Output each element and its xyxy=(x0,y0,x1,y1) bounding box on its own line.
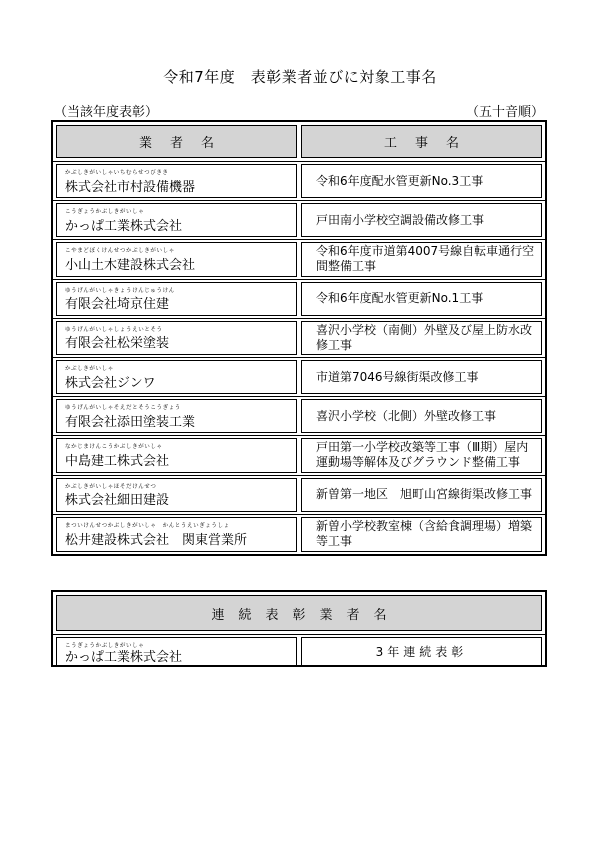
company-ruby: こやまどぼくけんせつかぶしきがいしゃ xyxy=(65,248,175,255)
company-name: 株式会社市村設備機器 xyxy=(65,179,196,195)
company-ruby: こうぎょうかぶしきがいしゃ xyxy=(65,209,145,216)
company-cell xyxy=(56,321,297,355)
page-title: 令和7年度 表彰業者並びに対象工事名 xyxy=(163,68,437,86)
company-ruby: ゆうげんがいしゃそえだとそうこうぎょう xyxy=(65,405,181,412)
company-ruby: ゆうげんがいしゃしょうえいとそう xyxy=(65,326,163,333)
table-row xyxy=(53,240,545,279)
company-name: 有限会社添田塗装工業 xyxy=(65,414,196,430)
work-name: 喜沢小学校（南側）外壁及び屋上防水改修工事 xyxy=(316,322,533,352)
company-ruby: ゆうげんがいしゃきょうけんじゅうけん xyxy=(65,287,175,294)
work-name: 令和6年度配水管更新No.3工事 xyxy=(316,173,484,188)
award-cell xyxy=(301,637,542,666)
company-ruby: かぶしきがいしゃいちむらせつびきき xyxy=(65,170,169,176)
work-cell xyxy=(301,399,542,433)
work-name: 喜沢小学校（北側）外壁改修工事 xyxy=(316,408,497,423)
table-row xyxy=(53,476,545,515)
consecutive-award-table xyxy=(51,590,547,667)
table-body xyxy=(53,635,545,668)
table-row xyxy=(53,358,545,397)
company-ruby: なかじまけんこうかぶしきがいしゃ xyxy=(65,444,163,451)
company-name: かっぱ工業株式会社 xyxy=(65,650,183,665)
company-cell xyxy=(56,164,297,198)
company-cell xyxy=(56,399,297,433)
table-body xyxy=(53,162,545,554)
company-cell xyxy=(56,282,297,316)
company-name: 小山土木建設株式会社 xyxy=(65,257,196,273)
table-row xyxy=(53,201,545,240)
header-company: 業者名 xyxy=(56,125,297,158)
company-name: 有限会社松栄塗装 xyxy=(65,336,170,352)
awarded-contractors-table xyxy=(51,120,547,556)
work-cell xyxy=(301,203,542,237)
company-name: 株式会社細田建設 xyxy=(65,493,170,509)
table-row xyxy=(53,162,545,201)
table-row xyxy=(53,515,545,554)
work-cell xyxy=(301,478,542,512)
work-cell xyxy=(301,164,542,198)
work-name: 新曽第一地区 旭町山宮線街渠改修工事 xyxy=(316,487,533,502)
subtitle-order: （五十音順） xyxy=(465,105,544,120)
work-name: 戸田第一小学校改築等工事（Ⅲ期）屋内運動場等解体及びグラウンド整備工事 xyxy=(316,440,529,470)
company-cell xyxy=(56,517,297,552)
subtitle-current-year: （当該年度表彰） xyxy=(54,105,159,120)
table-row xyxy=(53,635,545,668)
header-consecutive: 連続表彰業者名 xyxy=(56,595,542,631)
work-name: 新曽小学校教室棟（含給食調理場）増築等工事 xyxy=(316,519,533,549)
table-row xyxy=(53,319,545,358)
work-cell xyxy=(301,517,542,552)
table-row xyxy=(53,397,545,436)
header-work: 工事名 xyxy=(301,125,542,158)
work-cell xyxy=(301,282,542,316)
company-cell xyxy=(56,360,297,394)
company-cell xyxy=(56,478,297,512)
company-name: 株式会社ジンワ xyxy=(65,375,156,391)
work-cell xyxy=(301,438,542,472)
company-ruby: かぶしきがいしゃ xyxy=(65,365,114,372)
company-name: 中島建工株式会社 xyxy=(65,453,170,469)
award-text: 3年連続表彰 xyxy=(375,645,468,659)
work-name: 市道第7046号線街渠改修工事 xyxy=(316,369,479,384)
work-name: 令和6年度配水管更新No.1工事 xyxy=(316,291,484,306)
company-ruby: かぶしきがいしゃほそだけんせつ xyxy=(65,483,157,490)
work-cell xyxy=(301,360,542,394)
table-row xyxy=(53,280,545,319)
table-header-row xyxy=(53,122,545,162)
company-ruby: こうぎょうかぶしきがいしゃ xyxy=(65,643,145,649)
company-name: かっぱ工業株式会社 xyxy=(65,218,183,234)
company-cell xyxy=(56,242,297,276)
company-cell xyxy=(56,438,297,472)
company-name: 有限会社埼京住建 xyxy=(65,297,170,313)
company-ruby: まついけんせつかぶしきがいしゃ かんとうえいぎょうしょ xyxy=(65,522,230,529)
work-name: 令和6年度市道第4007号線自転車通行空間整備工事 xyxy=(316,244,535,274)
company-cell xyxy=(56,203,297,237)
table-row xyxy=(53,436,545,475)
work-name: 戸田南小学校空調設備改修工事 xyxy=(316,212,485,227)
company-name: 松井建設株式会社 関東営業所 xyxy=(65,532,248,548)
company-cell xyxy=(56,637,297,666)
work-cell xyxy=(301,242,542,276)
work-cell xyxy=(301,321,542,355)
